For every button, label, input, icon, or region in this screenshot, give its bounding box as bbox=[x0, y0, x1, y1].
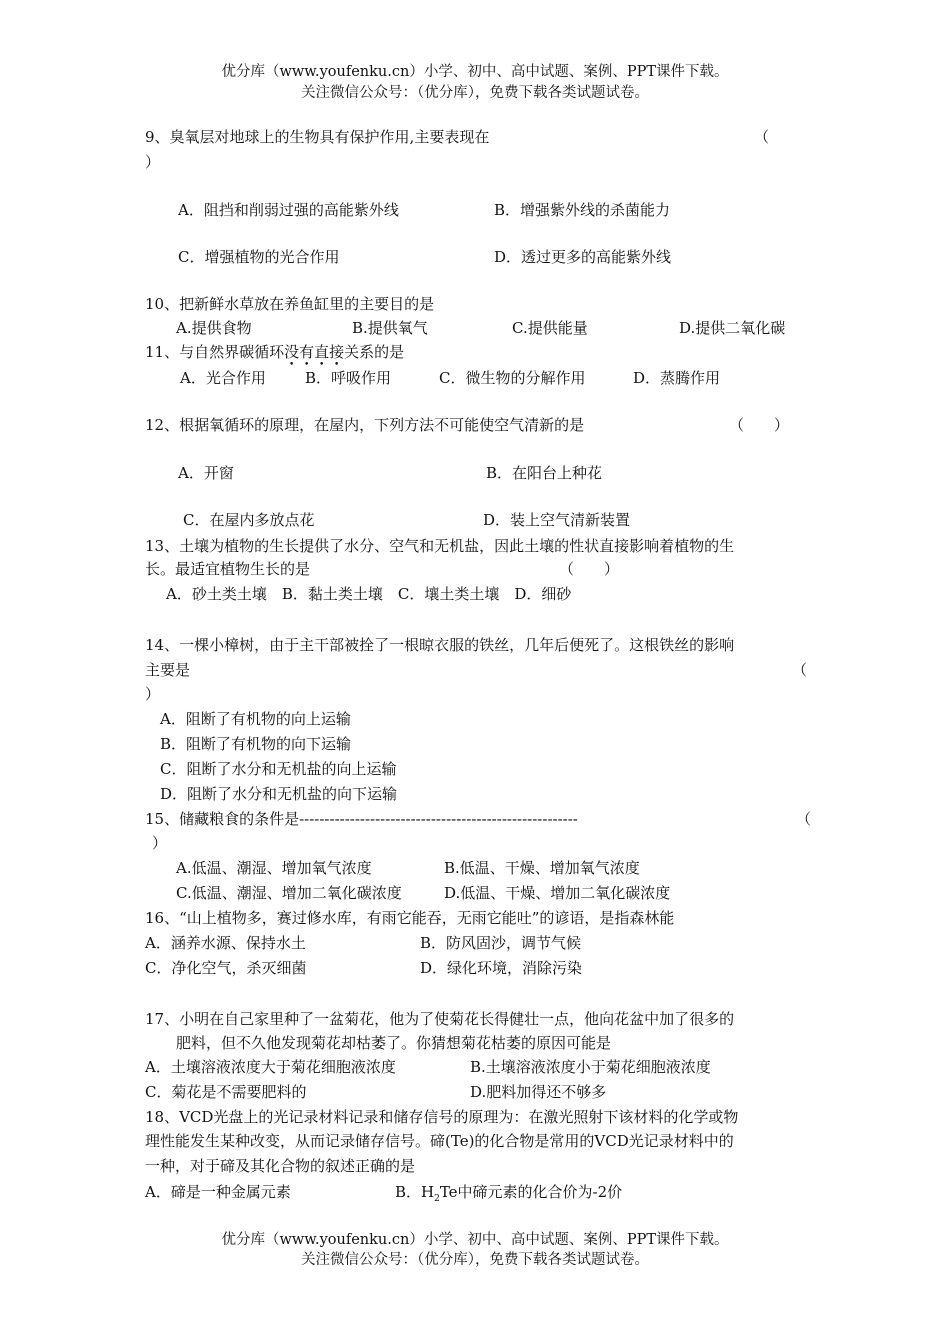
q16-option-a: A．涵养水源、保持水土 bbox=[145, 934, 306, 952]
q18-option-b-post: Te中碲元素的化合价为-2价 bbox=[439, 1183, 623, 1201]
q18-stem-line-2: 理性能发生某种改变，从而记录储存信号。碲(Te)的化合物是常用的VCD光记录材料中的 bbox=[145, 1132, 734, 1150]
q14-option-c: C．阻断了水分和无机盐的向上运输 bbox=[160, 760, 397, 778]
q11-emphasis-char: 直 bbox=[314, 343, 330, 361]
q14-stem-line-2: 主要是 bbox=[145, 661, 191, 679]
q17-option-d: D.肥料加得还不够多 bbox=[470, 1083, 607, 1101]
q17-stem-line-2: 肥料，但不久他发现菊花却枯萎了。你猜想菊花枯萎的原因可能是 bbox=[176, 1034, 612, 1052]
q16-option-d: D．绿化环境，消除污染 bbox=[420, 959, 583, 977]
q15-option-c: C.低温、潮湿、增加二氧化碳浓度 bbox=[176, 884, 402, 902]
q9-option-b: B．增强紫外线的杀菌能力 bbox=[494, 201, 671, 219]
q16-option-b: B．防风固沙，调节气候 bbox=[420, 934, 582, 952]
q17-option-c: C．菊花是不需要肥料的 bbox=[145, 1083, 307, 1101]
q12-option-d: D．装上空气清新装置 bbox=[483, 511, 631, 529]
q9-paren-close: ） bbox=[145, 153, 161, 171]
q18-option-b-pre: B．H bbox=[395, 1183, 435, 1201]
q18-option-a: A．碲是一种金属元素 bbox=[145, 1183, 291, 1201]
q13-answer-paren: （ ） bbox=[559, 560, 620, 578]
q9-stem: 9、臭氧层对地球上的生物具有保护作用,主要表现在 bbox=[145, 128, 490, 146]
q14-option-b: B．阻断了有机物的向下运输 bbox=[160, 735, 352, 753]
q11-option-a: A．光合作用 bbox=[180, 369, 266, 387]
q9-option-a: A．阻挡和削弱过强的高能紫外线 bbox=[178, 201, 399, 219]
header-line-1: 优分库（www.youfenku.cn）小学、初中、高中试题、案例、PPT课件下载。 bbox=[221, 64, 729, 80]
q14-paren-open: （ bbox=[792, 661, 808, 679]
header-line-2: 关注微信公众号：（优分库），免费下载各类试题试卷。 bbox=[301, 85, 649, 101]
q17-option-b: B.土壤溶液浓度小于菊花细胞液浓度 bbox=[470, 1058, 711, 1076]
footer-line-2: 关注微信公众号：（优分库），免费下载各类试题试卷。 bbox=[301, 1252, 649, 1268]
q12-option-c: C．在屋内多放点花 bbox=[183, 511, 315, 529]
q11-option-d: D．蒸腾作用 bbox=[633, 369, 721, 387]
q17-option-a: A．土壤溶液浓度大于菊花细胞液浓度 bbox=[145, 1058, 396, 1076]
q12-answer-paren: （ ） bbox=[729, 416, 790, 434]
q14-option-d: D．阻断了水分和无机盐的向下运输 bbox=[160, 785, 398, 803]
q11-emphasis-char: 有 bbox=[299, 343, 315, 361]
q13-options: A．砂土类土壤 B．黏土类土壤 C．壤土类土壤 D．细砂 bbox=[166, 585, 572, 603]
q14-stem-line-1: 14、一棵小樟树，由于主干部被拴了一根晾衣服的铁丝，几年后便死了。这根铁丝的影响 bbox=[145, 636, 735, 654]
q17-stem-line-1: 17、小明在自己家里种了一盆菊花，他为了使菊花长得健壮一点，他向花盆中加了很多的 bbox=[145, 1010, 735, 1028]
q18-option-b-subscript: 2 bbox=[434, 1194, 440, 1204]
q15-option-b: B.低温、干燥、增加氧气浓度 bbox=[444, 859, 640, 877]
q18-stem-line-1: 18、VCD光盘上的光记录材料记录和储存信号的原理为：在激光照射下该材料的化学或物 bbox=[145, 1108, 739, 1126]
q11-option-c: C．微生物的分解作用 bbox=[439, 369, 586, 387]
q15-stem: 15、储藏粮食的条件是------------------------------------------------------- bbox=[145, 810, 578, 828]
q15-option-a: A.低温、潮湿、增加氧气浓度 bbox=[176, 859, 372, 877]
q14-paren-close: ） bbox=[145, 685, 161, 703]
q10-option-d: D.提供二氧化碳 bbox=[679, 319, 786, 337]
q11-emphasis-char: 接 bbox=[329, 343, 345, 361]
q18-stem-line-3: 一种，对于碲及其化合物的叙述正确的是 bbox=[145, 1157, 416, 1175]
q16-stem: 16、“山上植物多，赛过修水库，有雨它能吞，无雨它能吐”的谚语，是指森林能 bbox=[145, 909, 675, 927]
q11-stem-post: 关系的是 bbox=[344, 343, 405, 361]
q12-option-b: B．在阳台上种花 bbox=[486, 464, 603, 482]
q12-option-a: A．开窗 bbox=[178, 464, 234, 482]
q9-option-d: D．透过更多的高能紫外线 bbox=[494, 248, 672, 266]
q16-option-c: C．净化空气，杀灭细菌 bbox=[145, 959, 307, 977]
q13-stem-line-1: 13、土壤为植物的生长提供了水分、空气和无机盐，因此土壤的性状直接影响着植物的生 bbox=[145, 537, 735, 555]
q13-stem-line-2: 长。最适宜植物生长的是 bbox=[145, 560, 311, 578]
q9-paren-open: （ bbox=[754, 128, 770, 146]
q10-stem: 10、把新鲜水草放在养鱼缸里的主要目的是 bbox=[145, 295, 435, 313]
q12-stem: 12、根据氧循环的原理，在屋内，下列方法不可能使空气清新的是 bbox=[145, 416, 585, 434]
q9-option-c: C．增强植物的光合作用 bbox=[178, 248, 340, 266]
q11-stem-pre: 11、与自然界碳循环 bbox=[145, 343, 285, 361]
q10-option-a: A.提供食物 bbox=[176, 319, 252, 337]
footer-line-1: 优分库（www.youfenku.cn）小学、初中、高中试题、案例、PPT课件下载。 bbox=[221, 1232, 729, 1248]
q15-paren-close: ） bbox=[152, 834, 168, 852]
q10-option-b: B.提供氧气 bbox=[352, 319, 428, 337]
q18-option-b bbox=[395, 1181, 622, 1203]
q11-option-b: B．呼吸作用 bbox=[305, 369, 392, 387]
q11-emphasis-char: 没 bbox=[284, 343, 300, 361]
q15-paren-open: （ bbox=[796, 810, 812, 828]
q15-option-d: D.低温、干燥、增加二氧化碳浓度 bbox=[444, 884, 671, 902]
q10-option-c: C.提供能量 bbox=[512, 319, 588, 337]
q11-stem bbox=[145, 341, 404, 363]
q14-option-a: A．阻断了有机物的向上运输 bbox=[160, 710, 351, 728]
